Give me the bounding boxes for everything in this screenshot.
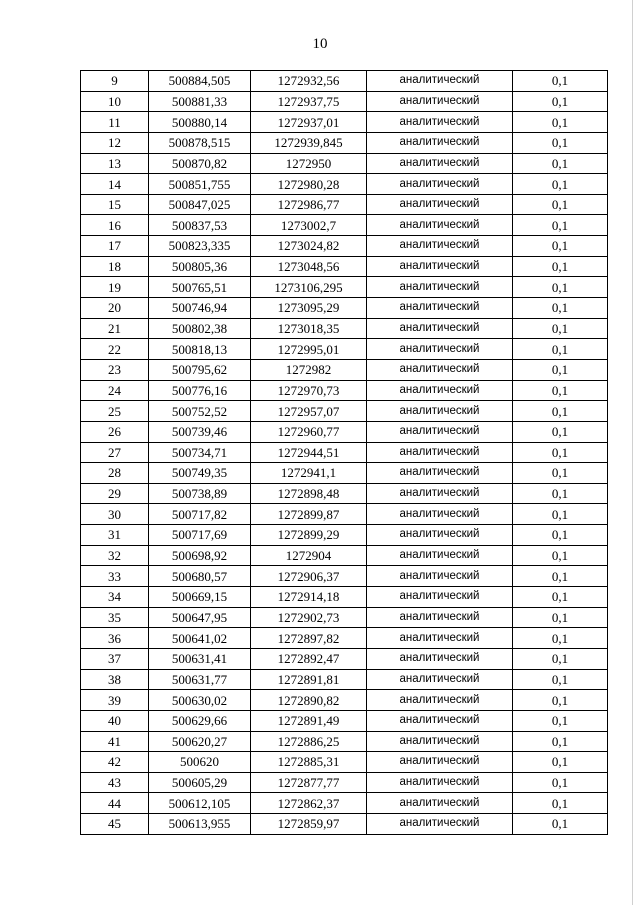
method-cell: аналитический <box>367 545 513 566</box>
accuracy-cell: 0,1 <box>513 174 608 195</box>
point-number-cell: 11 <box>81 112 149 133</box>
x-coordinate-cell: 500669,15 <box>149 587 251 608</box>
x-coordinate-cell: 500746,94 <box>149 298 251 319</box>
y-coordinate-cell: 1272859,97 <box>251 814 367 835</box>
table-row <box>81 194 608 215</box>
method-cell: аналитический <box>367 401 513 422</box>
accuracy-cell: 0,1 <box>513 525 608 546</box>
point-number-cell: 42 <box>81 752 149 773</box>
accuracy-cell: 0,1 <box>513 442 608 463</box>
point-number-cell: 22 <box>81 339 149 360</box>
x-coordinate-cell: 500631,41 <box>149 648 251 669</box>
table-row <box>81 669 608 690</box>
table-row <box>81 112 608 133</box>
accuracy-cell: 0,1 <box>513 277 608 298</box>
x-coordinate-cell: 500641,02 <box>149 628 251 649</box>
x-coordinate-cell: 500795,62 <box>149 359 251 380</box>
point-number-cell: 17 <box>81 236 149 257</box>
table-row <box>81 215 608 236</box>
method-cell: аналитический <box>367 483 513 504</box>
table-row <box>81 380 608 401</box>
accuracy-cell: 0,1 <box>513 628 608 649</box>
x-coordinate-cell: 500739,46 <box>149 421 251 442</box>
x-coordinate-cell: 500878,515 <box>149 132 251 153</box>
method-cell: аналитический <box>367 256 513 277</box>
table-row <box>81 132 608 153</box>
y-coordinate-cell: 1272899,87 <box>251 504 367 525</box>
table-row <box>81 731 608 752</box>
accuracy-cell: 0,1 <box>513 731 608 752</box>
x-coordinate-cell: 500870,82 <box>149 153 251 174</box>
x-coordinate-cell: 500698,92 <box>149 545 251 566</box>
x-coordinate-cell: 500717,69 <box>149 525 251 546</box>
accuracy-cell: 0,1 <box>513 339 608 360</box>
point-number-cell: 36 <box>81 628 149 649</box>
point-number-cell: 37 <box>81 648 149 669</box>
y-coordinate-cell: 1272982 <box>251 359 367 380</box>
table-row <box>81 752 608 773</box>
method-cell: аналитический <box>367 421 513 442</box>
table-row <box>81 463 608 484</box>
y-coordinate-cell: 1272898,48 <box>251 483 367 504</box>
y-coordinate-cell: 1272957,07 <box>251 401 367 422</box>
table-row <box>81 91 608 112</box>
x-coordinate-cell: 500612,105 <box>149 793 251 814</box>
method-cell: аналитический <box>367 607 513 628</box>
accuracy-cell: 0,1 <box>513 793 608 814</box>
table-row <box>81 587 608 608</box>
accuracy-cell: 0,1 <box>513 194 608 215</box>
point-number-cell: 10 <box>81 91 149 112</box>
point-number-cell: 34 <box>81 587 149 608</box>
point-number-cell: 19 <box>81 277 149 298</box>
accuracy-cell: 0,1 <box>513 71 608 92</box>
y-coordinate-cell: 1272950 <box>251 153 367 174</box>
accuracy-cell: 0,1 <box>513 463 608 484</box>
accuracy-cell: 0,1 <box>513 298 608 319</box>
x-coordinate-cell: 500880,14 <box>149 112 251 133</box>
table-row <box>81 421 608 442</box>
method-cell: аналитический <box>367 772 513 793</box>
method-cell: аналитический <box>367 71 513 92</box>
method-cell: аналитический <box>367 112 513 133</box>
x-coordinate-cell: 500629,66 <box>149 710 251 731</box>
y-coordinate-cell: 1272939,845 <box>251 132 367 153</box>
table-row <box>81 339 608 360</box>
point-number-cell: 24 <box>81 380 149 401</box>
accuracy-cell: 0,1 <box>513 648 608 669</box>
point-number-cell: 39 <box>81 690 149 711</box>
point-number-cell: 28 <box>81 463 149 484</box>
point-number-cell: 26 <box>81 421 149 442</box>
coordinates-table-body <box>81 71 608 835</box>
table-row <box>81 359 608 380</box>
table-row <box>81 298 608 319</box>
y-coordinate-cell: 1273018,35 <box>251 318 367 339</box>
table-row <box>81 793 608 814</box>
table-row <box>81 566 608 587</box>
table-row <box>81 710 608 731</box>
method-cell: аналитический <box>367 731 513 752</box>
point-number-cell: 20 <box>81 298 149 319</box>
table-row <box>81 648 608 669</box>
y-coordinate-cell: 1272886,25 <box>251 731 367 752</box>
y-coordinate-cell: 1272899,29 <box>251 525 367 546</box>
point-number-cell: 45 <box>81 814 149 835</box>
x-coordinate-cell: 500717,82 <box>149 504 251 525</box>
accuracy-cell: 0,1 <box>513 401 608 422</box>
x-coordinate-cell: 500620,27 <box>149 731 251 752</box>
table-row <box>81 690 608 711</box>
accuracy-cell: 0,1 <box>513 504 608 525</box>
coordinates-table <box>80 70 608 835</box>
method-cell: аналитический <box>367 318 513 339</box>
point-number-cell: 23 <box>81 359 149 380</box>
y-coordinate-cell: 1273095,29 <box>251 298 367 319</box>
point-number-cell: 29 <box>81 483 149 504</box>
y-coordinate-cell: 1272877,77 <box>251 772 367 793</box>
method-cell: аналитический <box>367 132 513 153</box>
x-coordinate-cell: 500630,02 <box>149 690 251 711</box>
method-cell: аналитический <box>367 91 513 112</box>
page-edge-line <box>632 0 633 905</box>
y-coordinate-cell: 1272986,77 <box>251 194 367 215</box>
accuracy-cell: 0,1 <box>513 421 608 442</box>
method-cell: аналитический <box>367 504 513 525</box>
method-cell: аналитический <box>367 566 513 587</box>
method-cell: аналитический <box>367 669 513 690</box>
x-coordinate-cell: 500823,335 <box>149 236 251 257</box>
x-coordinate-cell: 500734,71 <box>149 442 251 463</box>
x-coordinate-cell: 500847,025 <box>149 194 251 215</box>
y-coordinate-cell: 1272890,82 <box>251 690 367 711</box>
accuracy-cell: 0,1 <box>513 587 608 608</box>
method-cell: аналитический <box>367 298 513 319</box>
x-coordinate-cell: 500818,13 <box>149 339 251 360</box>
point-number-cell: 15 <box>81 194 149 215</box>
y-coordinate-cell: 1272995,01 <box>251 339 367 360</box>
accuracy-cell: 0,1 <box>513 752 608 773</box>
accuracy-cell: 0,1 <box>513 772 608 793</box>
table-row <box>81 256 608 277</box>
x-coordinate-cell: 500738,89 <box>149 483 251 504</box>
accuracy-cell: 0,1 <box>513 545 608 566</box>
method-cell: аналитический <box>367 194 513 215</box>
table-row <box>81 401 608 422</box>
method-cell: аналитический <box>367 525 513 546</box>
point-number-cell: 33 <box>81 566 149 587</box>
point-number-cell: 21 <box>81 318 149 339</box>
table-row <box>81 772 608 793</box>
method-cell: аналитический <box>367 587 513 608</box>
table-row <box>81 442 608 463</box>
table-row <box>81 814 608 835</box>
point-number-cell: 25 <box>81 401 149 422</box>
y-coordinate-cell: 1272941,1 <box>251 463 367 484</box>
table-row <box>81 71 608 92</box>
point-number-cell: 41 <box>81 731 149 752</box>
y-coordinate-cell: 1272937,75 <box>251 91 367 112</box>
accuracy-cell: 0,1 <box>513 380 608 401</box>
y-coordinate-cell: 1272970,73 <box>251 380 367 401</box>
y-coordinate-cell: 1272944,51 <box>251 442 367 463</box>
y-coordinate-cell: 1273106,295 <box>251 277 367 298</box>
method-cell: аналитический <box>367 463 513 484</box>
point-number-cell: 27 <box>81 442 149 463</box>
point-number-cell: 13 <box>81 153 149 174</box>
table-row <box>81 277 608 298</box>
x-coordinate-cell: 500881,33 <box>149 91 251 112</box>
x-coordinate-cell: 500776,16 <box>149 380 251 401</box>
y-coordinate-cell: 1272932,56 <box>251 71 367 92</box>
x-coordinate-cell: 500884,505 <box>149 71 251 92</box>
point-number-cell: 16 <box>81 215 149 236</box>
point-number-cell: 12 <box>81 132 149 153</box>
point-number-cell: 9 <box>81 71 149 92</box>
table-row <box>81 153 608 174</box>
y-coordinate-cell: 1272891,81 <box>251 669 367 690</box>
method-cell: аналитический <box>367 236 513 257</box>
accuracy-cell: 0,1 <box>513 669 608 690</box>
x-coordinate-cell: 500851,755 <box>149 174 251 195</box>
point-number-cell: 30 <box>81 504 149 525</box>
table-row <box>81 174 608 195</box>
method-cell: аналитический <box>367 215 513 236</box>
y-coordinate-cell: 1272914,18 <box>251 587 367 608</box>
accuracy-cell: 0,1 <box>513 112 608 133</box>
x-coordinate-cell: 500749,35 <box>149 463 251 484</box>
method-cell: аналитический <box>367 153 513 174</box>
method-cell: аналитический <box>367 442 513 463</box>
accuracy-cell: 0,1 <box>513 359 608 380</box>
method-cell: аналитический <box>367 339 513 360</box>
method-cell: аналитический <box>367 710 513 731</box>
y-coordinate-cell: 1273002,7 <box>251 215 367 236</box>
table-row <box>81 483 608 504</box>
x-coordinate-cell: 500613,955 <box>149 814 251 835</box>
x-coordinate-cell: 500620 <box>149 752 251 773</box>
y-coordinate-cell: 1272885,31 <box>251 752 367 773</box>
accuracy-cell: 0,1 <box>513 215 608 236</box>
y-coordinate-cell: 1272897,82 <box>251 628 367 649</box>
accuracy-cell: 0,1 <box>513 483 608 504</box>
method-cell: аналитический <box>367 690 513 711</box>
method-cell: аналитический <box>367 628 513 649</box>
point-number-cell: 40 <box>81 710 149 731</box>
x-coordinate-cell: 500631,77 <box>149 669 251 690</box>
method-cell: аналитический <box>367 752 513 773</box>
method-cell: аналитический <box>367 648 513 669</box>
accuracy-cell: 0,1 <box>513 566 608 587</box>
point-number-cell: 43 <box>81 772 149 793</box>
table-row <box>81 504 608 525</box>
y-coordinate-cell: 1272937,01 <box>251 112 367 133</box>
y-coordinate-cell: 1272960,77 <box>251 421 367 442</box>
x-coordinate-cell: 500837,53 <box>149 215 251 236</box>
y-coordinate-cell: 1272902,73 <box>251 607 367 628</box>
point-number-cell: 35 <box>81 607 149 628</box>
accuracy-cell: 0,1 <box>513 690 608 711</box>
accuracy-cell: 0,1 <box>513 153 608 174</box>
accuracy-cell: 0,1 <box>513 132 608 153</box>
x-coordinate-cell: 500765,51 <box>149 277 251 298</box>
accuracy-cell: 0,1 <box>513 814 608 835</box>
y-coordinate-cell: 1272892,47 <box>251 648 367 669</box>
accuracy-cell: 0,1 <box>513 607 608 628</box>
point-number-cell: 44 <box>81 793 149 814</box>
table-row <box>81 628 608 649</box>
x-coordinate-cell: 500805,36 <box>149 256 251 277</box>
method-cell: аналитический <box>367 277 513 298</box>
table-row <box>81 318 608 339</box>
y-coordinate-cell: 1272904 <box>251 545 367 566</box>
point-number-cell: 32 <box>81 545 149 566</box>
x-coordinate-cell: 500802,38 <box>149 318 251 339</box>
accuracy-cell: 0,1 <box>513 236 608 257</box>
x-coordinate-cell: 500605,29 <box>149 772 251 793</box>
point-number-cell: 38 <box>81 669 149 690</box>
y-coordinate-cell: 1272980,28 <box>251 174 367 195</box>
method-cell: аналитический <box>367 380 513 401</box>
page-number: 10 <box>312 36 328 52</box>
table-row <box>81 525 608 546</box>
method-cell: аналитический <box>367 793 513 814</box>
y-coordinate-cell: 1273024,82 <box>251 236 367 257</box>
point-number-cell: 31 <box>81 525 149 546</box>
x-coordinate-cell: 500680,57 <box>149 566 251 587</box>
x-coordinate-cell: 500752,52 <box>149 401 251 422</box>
method-cell: аналитический <box>367 359 513 380</box>
accuracy-cell: 0,1 <box>513 318 608 339</box>
accuracy-cell: 0,1 <box>513 710 608 731</box>
point-number-cell: 18 <box>81 256 149 277</box>
point-number-cell: 14 <box>81 174 149 195</box>
y-coordinate-cell: 1272906,37 <box>251 566 367 587</box>
y-coordinate-cell: 1272891,49 <box>251 710 367 731</box>
y-coordinate-cell: 1273048,56 <box>251 256 367 277</box>
table-row <box>81 236 608 257</box>
method-cell: аналитический <box>367 814 513 835</box>
accuracy-cell: 0,1 <box>513 256 608 277</box>
y-coordinate-cell: 1272862,37 <box>251 793 367 814</box>
method-cell: аналитический <box>367 174 513 195</box>
accuracy-cell: 0,1 <box>513 91 608 112</box>
x-coordinate-cell: 500647,95 <box>149 607 251 628</box>
table-row <box>81 607 608 628</box>
table-row <box>81 545 608 566</box>
